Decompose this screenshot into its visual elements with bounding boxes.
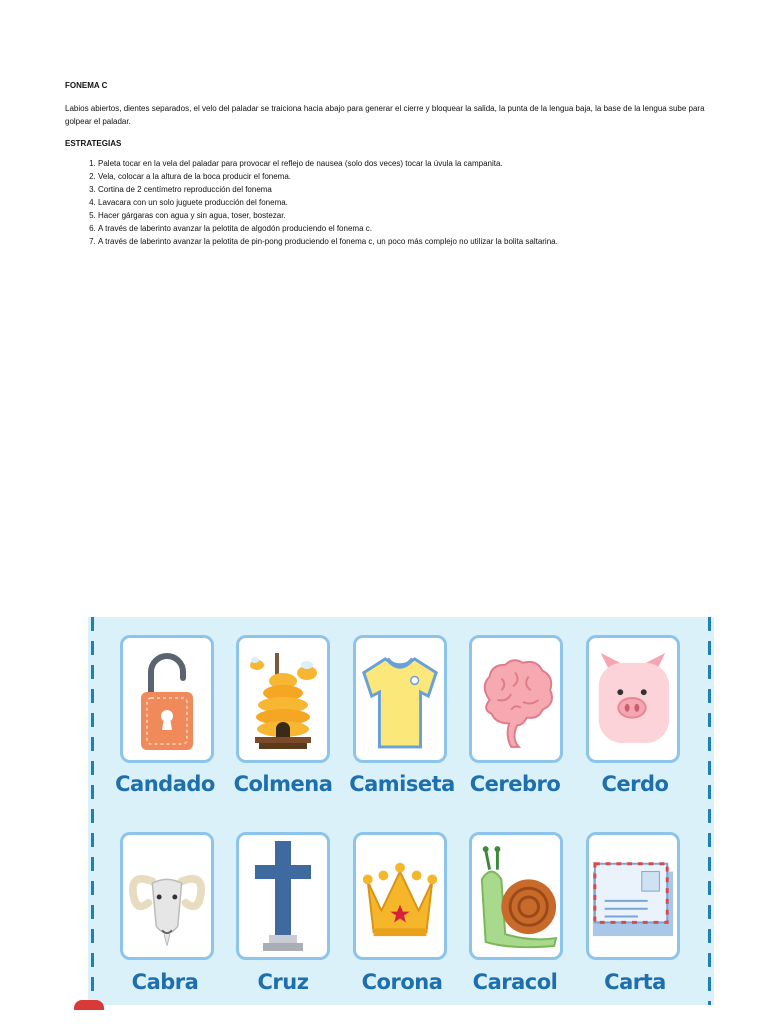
word-label: Cerdo <box>601 772 669 796</box>
word-label: Candado <box>115 772 215 796</box>
list-item: 4. Lavacara con un solo juguete producción del fonema. <box>98 196 705 209</box>
list-item: 2. Vela, colocar a la altura de la boca producir el fonema. <box>98 170 705 183</box>
list-item: 5. Hacer gárgaras con agua y sin agua, toser, bostezar. <box>98 209 705 222</box>
red-tab-decoration <box>74 1000 104 1010</box>
description-paragraph: Labios abiertos, dientes separados, el velo del paladar se traiciona hacia abajo para generar el cierre y bloquear la salida, la punta de la lengua baja, la base de la lengua sube para golpear el paladar. <box>65 104 705 126</box>
page-title: FONEMA C <box>65 81 108 90</box>
padlock-icon <box>127 644 207 754</box>
beehive-icon <box>241 643 325 755</box>
letter-icon <box>589 841 677 951</box>
word-label: Corona <box>361 970 443 994</box>
card-colmena <box>236 635 330 763</box>
list-item: 1. Paleta tocar en la vela del paladar para provocar el reflejo de nausea (solo dos veces) tocar la úvula la campanita. <box>98 157 705 170</box>
crown-icon <box>356 841 444 951</box>
card-cabra <box>120 832 214 960</box>
right-dashed-border <box>708 617 711 1005</box>
card-corona <box>353 832 447 960</box>
card-caracol <box>469 832 563 960</box>
goat-icon <box>123 841 211 951</box>
card-carta <box>586 832 680 960</box>
pig-icon <box>589 644 677 754</box>
strategies-list <box>65 157 705 248</box>
card-cerebro <box>469 635 563 763</box>
tshirt-icon <box>356 644 444 754</box>
word-label: Colmena <box>233 772 333 796</box>
word-label: Cerebro <box>469 772 561 796</box>
word-label: Camiseta <box>349 772 455 796</box>
list-item: 7. A través de laberinto avanzar la pelotita de pin-pong produciendo el fonema c, un poco más complejo no utilizar la bolita saltarina. <box>98 235 705 248</box>
word-label: Cabra <box>131 970 199 994</box>
card-camiseta <box>353 635 447 763</box>
brain-icon <box>472 644 560 754</box>
list-item: 3. Cortina de 2 centímetro reproducción del fonema <box>98 183 705 196</box>
card-candado <box>120 635 214 763</box>
list-item: 6. A través de laberinto avanzar la pelotita de algodón produciendo el fonema c. <box>98 222 705 235</box>
word-label: Caracol <box>472 970 558 994</box>
word-label: Cruz <box>257 970 309 994</box>
strategies-heading: ESTRATEGIAS <box>65 139 122 148</box>
card-cerdo <box>586 635 680 763</box>
word-label: Carta <box>604 970 666 994</box>
card-cruz <box>236 832 330 960</box>
cross-icon <box>243 837 323 955</box>
left-dashed-border <box>91 617 94 1005</box>
snail-icon <box>472 839 560 953</box>
document-text <box>65 79 705 248</box>
